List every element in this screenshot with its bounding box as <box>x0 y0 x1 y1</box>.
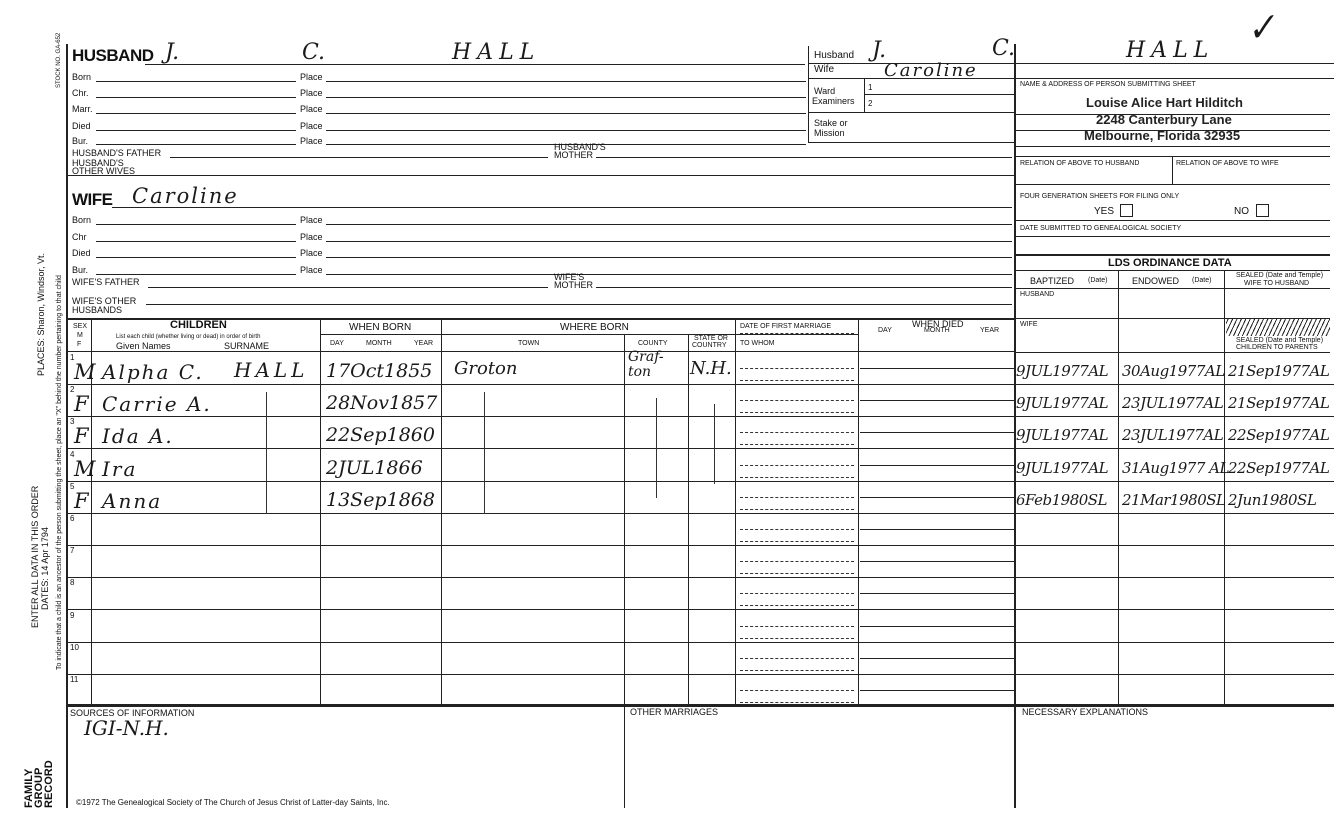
ditto-mark-town <box>484 392 485 514</box>
child-number: 2 <box>70 385 75 394</box>
yes-checkbox[interactable] <box>1120 204 1133 217</box>
child-number: 5 <box>70 482 75 491</box>
wife-other-husbands-label-2: HUSBANDS <box>72 305 123 315</box>
section-line <box>1014 184 1330 185</box>
husband-mother-label-1: HUSBAND'S <box>554 142 606 152</box>
marriage-date-line <box>740 593 854 594</box>
marriage-date-line <box>740 658 854 659</box>
section-line <box>1014 220 1330 221</box>
table-row-line <box>66 577 1334 578</box>
wife-father-label: WIFE'S FATHER <box>72 277 140 287</box>
yes-label: YES <box>1094 206 1115 217</box>
field-line <box>326 257 1012 258</box>
field-line <box>326 81 806 82</box>
examiners-label: Examiners <box>812 96 855 106</box>
summary-husband-surname: HALL <box>1126 38 1215 63</box>
husband-died-label: Died <box>72 121 91 131</box>
field-line <box>326 113 806 114</box>
died-day-header: DAY <box>878 327 892 334</box>
town-header: TOWN <box>518 340 540 347</box>
checkmark-icon: ✓ <box>1242 5 1280 52</box>
state-header-2: COUNTRY <box>692 342 727 349</box>
child-baptized-date: 6Feb1980SL <box>1016 491 1108 509</box>
spouse-line <box>740 702 854 703</box>
wife-born-place-label: Place <box>300 215 323 225</box>
field-line <box>326 274 1012 275</box>
field-line <box>96 130 296 131</box>
child-number: 9 <box>70 611 75 620</box>
child-number: 3 <box>70 417 75 426</box>
first-marriage-header: DATE OF FIRST MARRIAGE <box>740 323 832 330</box>
ditto-mark-state <box>714 404 715 484</box>
child-baptized-date: 9JUL1977AL <box>1016 362 1109 380</box>
child-birth-date: 28Nov1857 <box>326 392 438 414</box>
lds-wife-row-label: WIFE <box>1020 321 1038 328</box>
examiner-1-number: 1 <box>868 83 873 92</box>
necessary-explanations-label: NECESSARY EXPLANATIONS <box>1022 707 1149 717</box>
dates-note: DATES: 14 Apr 1794 <box>40 527 50 610</box>
child-sealed-date: 22Sep1977AL <box>1228 459 1330 477</box>
enter-all-note: ENTER ALL DATA IN THIS ORDER <box>30 485 40 628</box>
summary-husband-middle: C. <box>992 36 1016 61</box>
child-baptized-date: 9JUL1977AL <box>1016 459 1109 477</box>
husband-middle-name: C. <box>302 40 326 65</box>
children-list-note: List each child (whether living or dead) in order of birth <box>116 334 261 340</box>
wife-chr-place-label: Place <box>300 232 323 242</box>
marriage-date-line <box>740 497 854 498</box>
child-sex: F <box>74 424 89 448</box>
child-sex: F <box>74 392 89 416</box>
relation-divider <box>1172 156 1173 184</box>
children-header: CHILDREN <box>170 319 227 331</box>
wife-chr-label: Chr <box>72 232 87 242</box>
child-sealed-date: 22Sep1977AL <box>1228 426 1330 444</box>
field-line <box>96 113 296 114</box>
died-month-header: MONTH <box>924 327 950 334</box>
child-sex: M <box>74 360 96 384</box>
state-header-1: STATE OR <box>694 335 728 342</box>
husband-given-name: J. <box>165 40 180 65</box>
left-border <box>66 44 68 808</box>
sealed-children-header-1: SEALED (Date and Temple) <box>1236 337 1324 344</box>
wife-mother-label-1: WIFE'S <box>554 272 585 282</box>
section-line <box>1014 254 1330 256</box>
child-number: 8 <box>70 578 75 587</box>
wife-mother-label-2: MOTHER <box>554 280 593 290</box>
child-given-names: Alpha C. <box>102 360 204 384</box>
col-when-died <box>858 318 859 704</box>
spouse-line <box>740 412 854 413</box>
marriage-date-line <box>740 529 854 530</box>
section-line <box>66 175 1014 176</box>
field-line <box>170 157 548 158</box>
husband-born-place-label: Place <box>300 72 323 82</box>
died-line <box>860 626 1014 627</box>
field-line <box>96 144 296 145</box>
surname-header: SURNAME <box>224 341 270 351</box>
child-sealed-date: 21Sep1977AL <box>1228 362 1330 380</box>
field-line <box>596 287 1012 288</box>
wife-bur-place-label: Place <box>300 265 323 275</box>
when-born-header: WHEN BORN <box>349 322 412 333</box>
marriage-date-line <box>740 368 854 369</box>
col-when-born <box>320 318 321 704</box>
child-birth-town: Groton <box>454 358 518 379</box>
ditto-mark-county <box>656 398 657 498</box>
ditto-mark-surname <box>266 392 267 514</box>
died-line <box>860 497 1014 498</box>
husband-other-wives-label-2: OTHER WIVES <box>72 166 136 176</box>
indicate-note: To indicate that a child is an ancestor of the person submitting the sheet, place an "X" behind the number pertaining to that child <box>56 275 63 670</box>
field-line <box>96 224 296 225</box>
table-row-line <box>66 545 1334 546</box>
copyright-text: ©1972 The Genealogical Society of The Church of Jesus Christ of Latter-day Saints, Inc. <box>76 798 390 807</box>
born-day-header: DAY <box>330 340 344 347</box>
child-endowed-date: 30Aug1977AL <box>1122 362 1225 380</box>
lds-col-divider <box>1224 270 1225 704</box>
spouse-line <box>740 444 854 445</box>
field-line <box>326 130 806 131</box>
spouse-line <box>740 541 854 542</box>
field-line <box>1014 236 1330 237</box>
died-line <box>860 593 1014 594</box>
date-submitted-label: DATE SUBMITTED TO GENEALOGICAL SOCIETY <box>1020 225 1182 232</box>
lds-col-divider <box>1118 270 1119 704</box>
field-line <box>326 97 806 98</box>
marriage-date-line <box>740 626 854 627</box>
spouse-line <box>740 380 854 381</box>
field-line <box>96 81 296 82</box>
child-baptized-date: 9JUL1977AL <box>1016 394 1109 412</box>
husband-marr-place-label: Place <box>300 104 323 114</box>
lds-husband-row-label: HUSBAND <box>1020 291 1055 298</box>
sealed-wife-header-1: SEALED (Date and Temple) <box>1236 272 1324 279</box>
child-number: 11 <box>70 675 79 684</box>
sealed-children-header-2: CHILDREN TO PARENTS <box>1236 344 1318 351</box>
child-sealed-date: 2Jun1980SL <box>1228 491 1317 509</box>
spouse-line <box>740 477 854 478</box>
col-state <box>688 334 689 704</box>
child-number: 4 <box>70 450 75 459</box>
places-note: PLACES: Sharon, Windsor, Vt. <box>36 252 46 376</box>
husband-died-place-label: Place <box>300 121 323 131</box>
child-endowed-date: 21Mar1980SL <box>1122 491 1226 509</box>
husband-chr-place-label: Place <box>300 88 323 98</box>
table-row-line <box>66 609 1334 610</box>
spouse-line <box>740 670 854 671</box>
husband-chr-label: Chr. <box>72 88 89 98</box>
child-given-names: Carrie A. <box>102 392 212 416</box>
husband-bur-label: Bur. <box>72 136 89 146</box>
marriage-date-line <box>740 432 854 433</box>
wife-died-place-label: Place <box>300 248 323 258</box>
field-line <box>148 287 548 288</box>
marriage-date-line <box>740 400 854 401</box>
header-divider <box>808 46 809 142</box>
other-marriages-label: OTHER MARRIAGES <box>630 707 719 717</box>
child-sex: F <box>74 489 89 513</box>
husband-surname: HALL <box>452 40 541 65</box>
child-endowed-date: 31Aug1977 AL <box>1122 459 1229 477</box>
col-county <box>624 334 625 704</box>
child-given-names: Ida A. <box>102 424 174 448</box>
header-line <box>320 334 858 335</box>
field-line <box>1014 146 1330 147</box>
child-number: 1 <box>70 353 75 362</box>
died-line <box>860 561 1014 562</box>
submitter-label: NAME & ADDRESS OF PERSON SUBMITTING SHEET <box>1020 81 1196 88</box>
ward-label: Ward <box>814 86 836 96</box>
submitter-city: Melbourne, Florida 32935 <box>1084 128 1241 143</box>
spouse-line <box>740 605 854 606</box>
family-group-record-title: FAMILY GROUP RECORD <box>23 760 55 808</box>
husband-born-label: Born <box>72 72 92 82</box>
sources-label: SOURCES OF INFORMATION <box>70 708 195 718</box>
child-birth-date: 13Sep1868 <box>326 489 435 511</box>
died-line <box>860 658 1014 659</box>
spouse-line <box>740 509 854 510</box>
stock-number: STOCK NO. GA-652 <box>56 32 62 88</box>
wife-name: Caroline <box>132 184 239 208</box>
stake-label: Stake or <box>814 118 848 128</box>
col-where-born <box>441 318 442 704</box>
died-line <box>860 368 1014 369</box>
no-label: NO <box>1234 206 1249 217</box>
child-birth-state: N.H. <box>690 358 732 379</box>
child-sex: M <box>74 457 96 481</box>
summary-husband-given: J. <box>872 38 887 63</box>
child-given-names: Anna <box>102 489 163 513</box>
col-marriage <box>735 318 736 704</box>
field-line <box>596 157 1012 158</box>
no-checkbox[interactable] <box>1256 204 1269 217</box>
child-birth-date: 22Sep1860 <box>326 424 435 446</box>
died-line <box>860 432 1014 433</box>
child-endowed-date: 23JUL1977AL <box>1122 394 1224 412</box>
husband-other-wives-label-1: HUSBAND'S <box>72 158 124 168</box>
husband-heading: HUSBAND <box>72 46 154 65</box>
summary-husband-label: Husband <box>814 50 855 61</box>
relation-wife-label: RELATION OF ABOVE TO WIFE <box>1176 160 1279 167</box>
field-line <box>326 241 1012 242</box>
lds-title: LDS ORDINANCE DATA <box>1108 257 1232 269</box>
field-line <box>808 142 1014 143</box>
field-line <box>96 97 296 98</box>
given-names-header: Given Names <box>116 341 171 351</box>
spouse-line <box>740 573 854 574</box>
field-line <box>112 207 1012 208</box>
where-born-header: WHERE BORN <box>560 322 629 333</box>
sex-f-header: F <box>77 341 82 348</box>
sources-value: IGI-N.H. <box>84 716 169 740</box>
child-birth-county: Graf-ton <box>628 349 664 380</box>
field-line <box>808 78 1334 79</box>
table-row-line <box>66 481 1334 482</box>
summary-wife-name: Caroline <box>884 60 978 81</box>
sex-m-header: M <box>77 332 83 339</box>
wife-heading: WIFE <box>72 190 113 209</box>
table-row-line <box>66 384 1334 385</box>
child-birth-date: 17Oct1855 <box>326 360 433 382</box>
spouse-line <box>740 638 854 639</box>
sex-header: SEX <box>73 323 88 330</box>
to-whom-header: TO WHOM <box>740 340 775 347</box>
wife-died-label: Died <box>72 248 91 258</box>
child-baptized-date: 9JUL1977AL <box>1016 426 1109 444</box>
marriage-date-line <box>740 465 854 466</box>
field-line <box>1014 114 1330 115</box>
examiner-2-number: 2 <box>868 99 873 108</box>
child-sealed-date: 21Sep1977AL <box>1228 394 1330 412</box>
section-line <box>1014 270 1330 271</box>
child-number: 6 <box>70 514 75 523</box>
died-line <box>860 690 1014 691</box>
submitter-street: 2248 Canterbury Lane <box>1096 112 1232 127</box>
table-row-line <box>66 513 1334 514</box>
died-year-header: YEAR <box>980 327 1000 334</box>
wife-born-label: Born <box>72 215 92 225</box>
wife-other-husbands-label-1: WIFE'S OTHER <box>72 296 137 306</box>
footer-divider <box>624 704 625 808</box>
died-line <box>860 465 1014 466</box>
submitter-name: Louise Alice Hart Hilditch <box>1086 95 1243 110</box>
hatched-block <box>1226 319 1330 336</box>
child-birth-date: 2JUL1866 <box>326 457 423 479</box>
field-line <box>1014 130 1330 131</box>
baptized-date-hint: (Date) <box>1088 277 1108 284</box>
husband-bur-place-label: Place <box>300 136 323 146</box>
died-line <box>860 400 1014 401</box>
summary-wife-label: Wife <box>814 64 834 75</box>
wife-bur-label: Bur. <box>72 265 89 275</box>
child-number: 10 <box>70 643 79 652</box>
section-line <box>1014 288 1330 289</box>
examiner-divider <box>864 78 865 112</box>
four-gen-label: FOUR GENERATION SHEETS FOR FILING ONLY <box>1020 193 1180 200</box>
mission-label: Mission <box>814 128 845 138</box>
field-line <box>96 274 296 275</box>
child-given-names: Ira <box>102 457 138 481</box>
footer-top-line <box>66 704 1334 706</box>
marriage-date-line <box>740 561 854 562</box>
husband-mother-label-2: MOTHER <box>554 150 593 160</box>
husband-marr-label: Marr. <box>72 104 93 114</box>
county-header: COUNTY <box>638 340 668 347</box>
relation-husband-label: RELATION OF ABOVE TO HUSBAND <box>1020 160 1140 167</box>
field-line <box>326 224 1012 225</box>
table-row-line <box>66 642 1334 643</box>
table-row-line <box>66 674 1334 675</box>
when-died-header: WHEN DIED <box>912 319 964 329</box>
table-row-line <box>66 416 1334 417</box>
marriage-date-line <box>740 690 854 691</box>
child-endowed-date: 23JUL1977AL <box>1122 426 1224 444</box>
born-year-header: YEAR <box>414 340 434 347</box>
table-row-line <box>66 448 1334 449</box>
field-line <box>864 94 1014 95</box>
sealed-wife-header-2: WIFE TO HUSBAND <box>1244 280 1310 287</box>
section-line <box>1014 352 1330 353</box>
header-bottom-line <box>66 351 1014 352</box>
field-line <box>146 304 1012 305</box>
field-line <box>808 112 1014 113</box>
died-line <box>860 529 1014 530</box>
dashed-line <box>740 333 854 334</box>
baptized-header: BAPTIZED <box>1030 276 1075 286</box>
born-month-header: MONTH <box>366 340 392 347</box>
endowed-date-hint: (Date) <box>1192 277 1212 284</box>
child-number: 7 <box>70 546 75 555</box>
field-line <box>96 241 296 242</box>
field-line <box>96 257 296 258</box>
husband-father-label: HUSBAND'S FATHER <box>72 148 162 158</box>
endowed-header: ENDOWED <box>1132 276 1179 286</box>
child-surname: HALL <box>234 358 309 382</box>
